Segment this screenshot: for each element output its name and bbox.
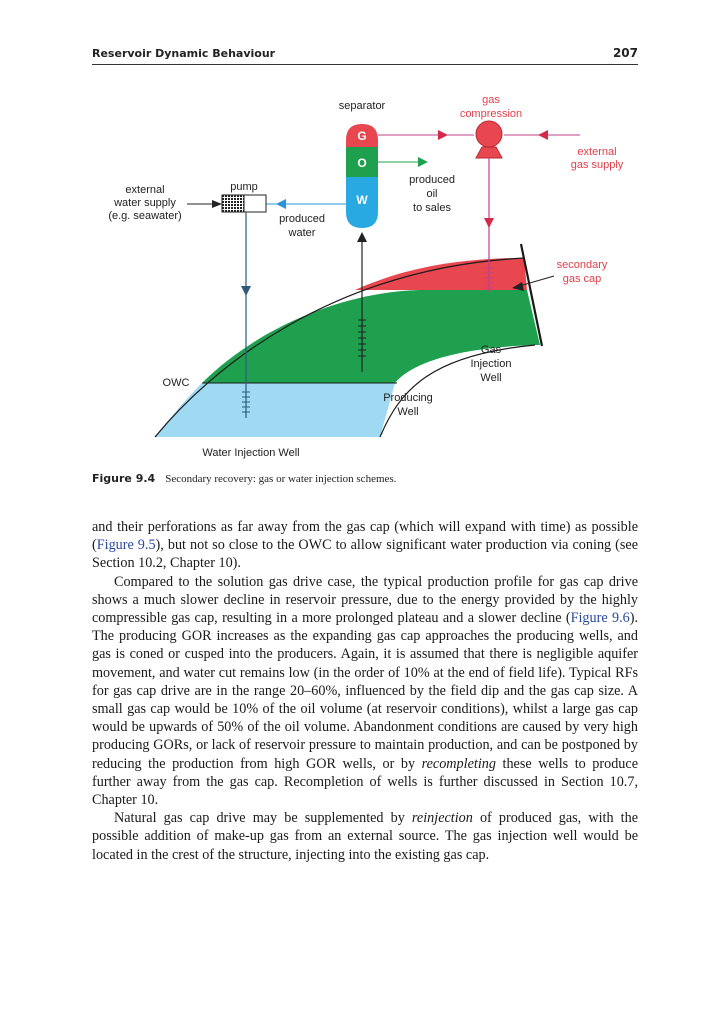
figure-9-5-link[interactable]: Figure 9.5 <box>96 537 156 554</box>
running-header-title: Reservoir Dynamic Behaviour <box>92 47 276 60</box>
produced-oil-label-3: to sales <box>413 202 451 214</box>
external-gas-label-2: gas supply <box>570 159 624 171</box>
page-number: 207 <box>612 46 638 60</box>
pump-label: pump <box>230 181 258 193</box>
produced-oil-label-2: oil <box>426 188 438 200</box>
paragraph-3-text-b: of produced gas, with the possible addition of make-up gas from an external source. The gas injection well would be located in the crest of the structure, injecting into the existing gas cap. <box>92 810 638 863</box>
separator-vessel <box>346 124 378 228</box>
water-injection-arrow <box>241 286 251 296</box>
produced-oil-label-1: produced <box>409 174 455 186</box>
produced-water-label-2: water <box>288 227 316 239</box>
water-zone <box>155 383 395 437</box>
figure-number: Figure 9.4 <box>92 472 156 485</box>
external-water-label-1: external <box>125 184 165 196</box>
separator-water-letter: W <box>356 193 368 207</box>
paragraph-3-emphasis: reinjection <box>411 810 473 827</box>
water-injection-label: Water Injection Well <box>202 447 300 459</box>
gas-compressor-icon <box>476 121 502 158</box>
produced-water-arrow <box>276 199 286 209</box>
figure-caption-text: Secondary recovery: gas or water injection schemes. <box>165 473 397 485</box>
separator-oil-letter: O <box>357 156 367 170</box>
paragraph-2-text-a: Compared to the solution gas drive case, the typical production profile for gas cap drive shows a much slower decline in reservoir pressure, due to the energy provided by the highly compressible gas cap, resulting in a more prolonged plateau and a slower decline ( <box>92 573 638 627</box>
produced-oil-arrow <box>418 157 428 167</box>
separator-gas-letter: G <box>357 129 367 143</box>
paragraph-1 <box>92 518 638 573</box>
paragraph-2-text-b: ). The producing GOR increases as the expanding gas cap approaches the producing wells, and gas is coned or cusped into the producers. Again, it is assumed that there is negligible aquifer movement, and water cut remains low (in the order of 10% at the end of field life). Typical RFs for gas cap drive are in the range 20–60%, influenced by the field dip and the gas cap size. A small gas cap would be 10% of the oil volume (at reservoir conditions), whilst a large gas cap would be upwards of 50% of the oil volume. Abandonment conditions are caused by very high producing GORs, or lack of reservoir pressure to maintain production, and can be postponed by reducing the production from high GOR wells, or by <box>92 610 638 772</box>
paragraph-3-text-a: Natural gas cap drive may be supplemented by <box>114 810 412 827</box>
paragraph-3 <box>92 809 638 864</box>
gas-injection-label-1: Gas <box>480 344 502 356</box>
producing-well-label-1: Producing <box>383 392 433 404</box>
produced-water-label-1: produced <box>279 213 325 225</box>
secondary-gas-cap-label-1: secondary <box>556 259 608 271</box>
paragraph-1-text-b: ), but not so close to the OWC to allow significant water production via coning (see Section 10.2, Chapter 10). <box>92 537 638 572</box>
body-text <box>92 518 638 864</box>
gas-injection-label-3: Well <box>480 372 502 384</box>
paragraph-1-text-a: and their perforations as far away from the gas cap (which will expand with time) as possible ( <box>92 519 638 554</box>
paragraph-2 <box>92 573 638 810</box>
separator-label: separator <box>338 100 386 112</box>
gas-injection-label-2: Injection <box>470 358 512 370</box>
producing-well-arrow <box>357 232 367 242</box>
paragraph-2-text-c: these wells to produce further away from the gas cap. Recompletion of wells is further discussed in Section 10.7, Chapter 10. <box>92 755 638 809</box>
running-header <box>92 44 638 65</box>
producing-well-label-2: Well <box>397 406 419 418</box>
owc-label: OWC <box>162 377 190 389</box>
gas-injection-arrow <box>484 218 494 228</box>
gas-flow-arrow <box>438 130 448 140</box>
external-gas-label-1: external <box>577 146 617 158</box>
figure-9-6-link[interactable]: Figure 9.6 <box>570 610 630 627</box>
secondary-gas-cap-zone <box>355 258 527 290</box>
external-water-label-2: water supply <box>114 197 176 209</box>
pump-icon <box>222 195 266 212</box>
secondary-gas-cap-label-2: gas cap <box>562 273 602 285</box>
figure-diagram <box>0 70 703 470</box>
figure-caption <box>92 472 638 485</box>
paragraph-2-emphasis: recompleting <box>421 755 496 772</box>
external-gas-arrow <box>538 130 548 140</box>
gas-compression-label-1: gas <box>482 94 500 106</box>
external-water-arrow <box>212 200 222 208</box>
gas-compression-label-2: compression <box>459 108 523 120</box>
external-water-label-3: (e.g. seawater) <box>108 210 182 222</box>
